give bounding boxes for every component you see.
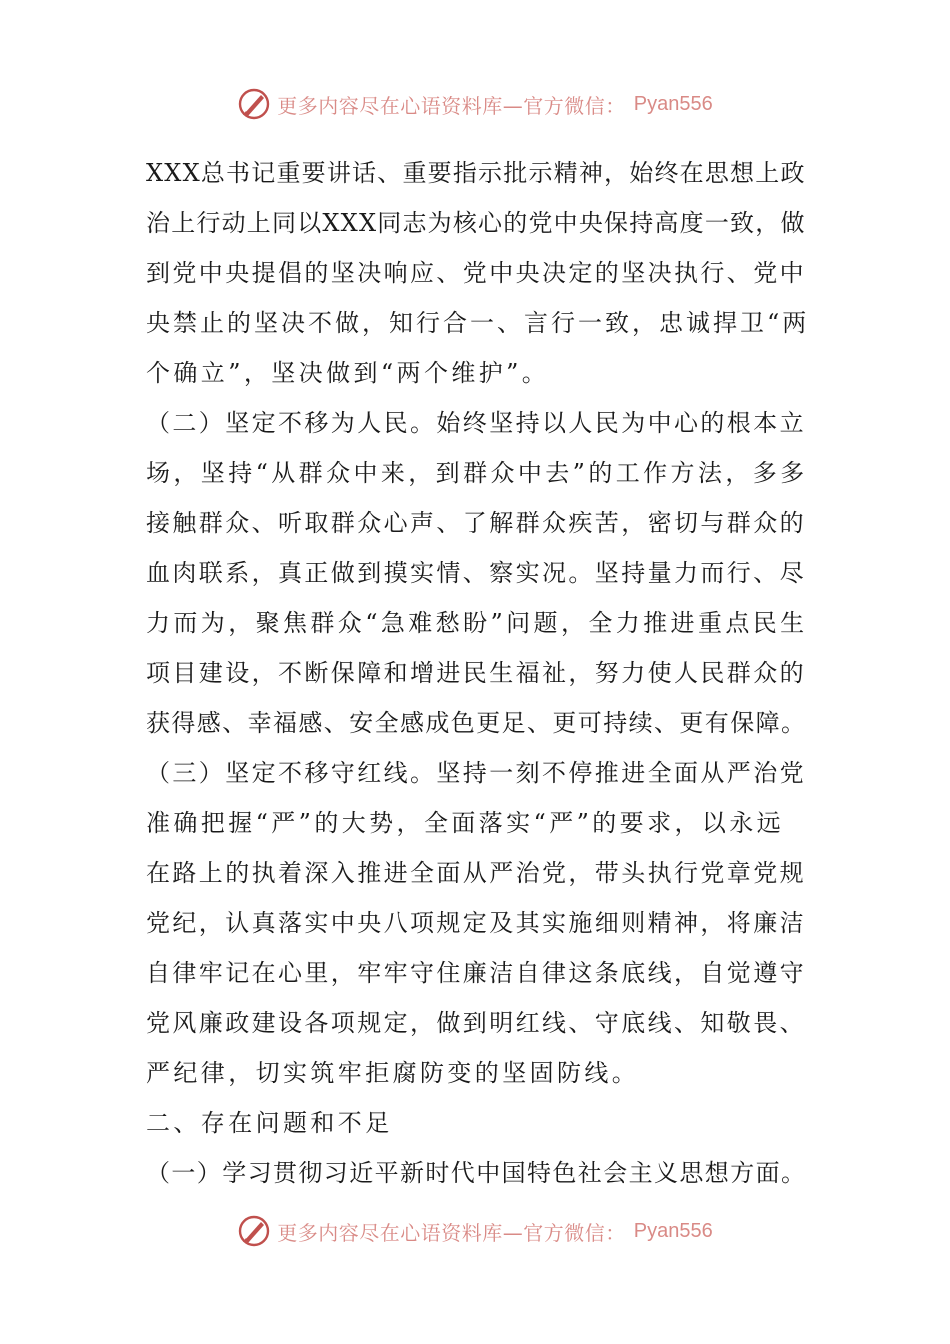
text-line: 治上行动上同以XXX同志为核心的党中央保持高度一致，做 — [146, 209, 806, 237]
header-watermark — [0, 84, 950, 124]
pen-circle-logo-icon — [237, 1214, 271, 1248]
text-line: 项目建设，不断保障和增进民生福祉，努力使人民群众的 — [146, 659, 806, 687]
section-heading-3: （三）坚定不移守红线。坚持一刻不停推进全面从严治党 — [146, 759, 806, 787]
watermark-wechat-id: Pyan556 — [633, 1219, 713, 1242]
subsection-heading: （一）学习贯彻习近平新时代中国特色社会主义思想方面。 — [146, 1159, 807, 1187]
text-line: 血肉联系，真正做到摸实情、察实况。坚持量力而行、尽 — [146, 559, 806, 587]
text-line: 准确把握“严”的大势，全面落实“严”的要求，以永远 — [146, 809, 785, 837]
pen-circle-logo-icon — [237, 87, 271, 121]
text-line: 个确立”，坚决做到“两个维护”。 — [146, 359, 550, 387]
footer-watermark — [0, 1211, 950, 1251]
text-line: XXX总书记重要讲话、重要指示批示精神，始终在思想上政 — [146, 159, 806, 187]
watermark-wechat-id: Pyan556 — [633, 92, 713, 115]
watermark-text: 更多内容尽在心语资料库—官方微信： — [277, 93, 626, 118]
text-line: 到党中央提倡的坚决响应、党中央决定的坚决执行、党中 — [146, 259, 806, 287]
chapter-heading: 二、存在问题和不足 — [146, 1109, 393, 1137]
text-line: 严纪律，切实筑牢拒腐防变的坚固防线。 — [146, 1059, 640, 1087]
text-line: 接触群众、听取群众心声、了解群众疾苦，密切与群众的 — [146, 509, 806, 537]
text-line: 党纪，认真落实中央八项规定及其实施细则精神，将廉洁 — [146, 909, 806, 937]
text-line: 自律牢记在心里，牢牢守住廉洁自律这条底线，自觉遵守 — [146, 959, 806, 987]
watermark-text: 更多内容尽在心语资料库—官方微信： — [277, 1220, 626, 1245]
text-line: 央禁止的坚决不做，知行合一、言行一致，忠诚捍卫“两 — [146, 309, 810, 337]
text-line: 力而为，聚焦群众“急难愁盼”问题，全力推进重点民生 — [146, 609, 808, 637]
text-line: 场，坚持“从群众中来，到群众中去”的工作方法，多多 — [146, 459, 808, 487]
text-line: 获得感、幸福感、安全感成色更足、更可持续、更有保障。 — [146, 709, 807, 737]
text-line: 党风廉政建设各项规定，做到明红线、守底线、知敬畏、 — [146, 1009, 806, 1037]
document-body — [146, 148, 810, 1198]
section-heading-2: （二）坚定不移为人民。始终坚持以人民为中心的根本立 — [146, 409, 806, 437]
text-line: 在路上的执着深入推进全面从严治党，带头执行党章党规 — [146, 859, 806, 887]
